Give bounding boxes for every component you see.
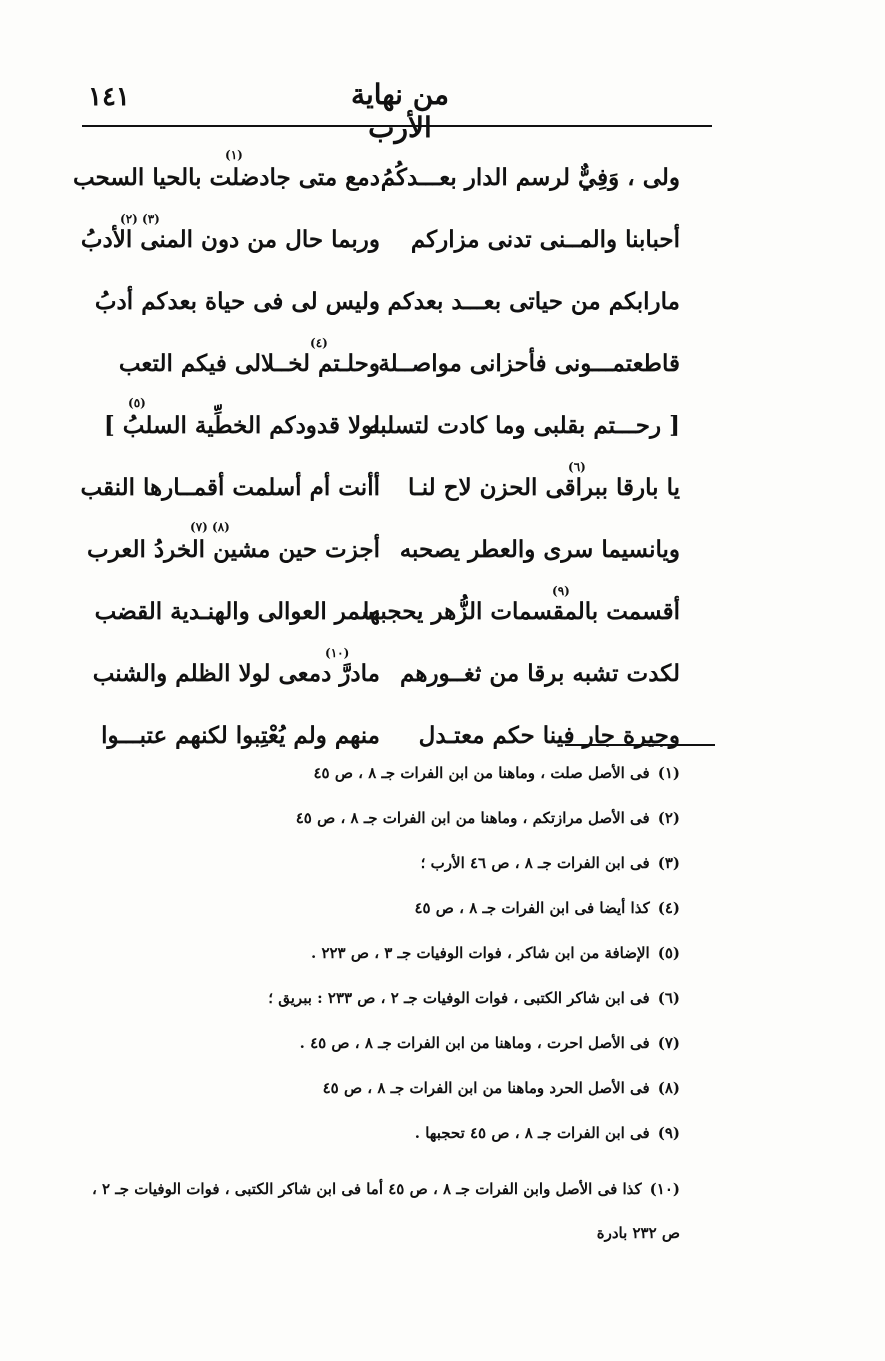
page-number: ١٤١	[88, 82, 130, 112]
footnote	[85, 1167, 680, 1255]
verse-second-hemistich: وليس لى فى حياة بعدكم أدبُ	[94, 288, 380, 315]
verse-second-hemistich: أجزت حين مشين الخردُ العرب	[87, 536, 380, 563]
verse-first-hemistich: وجيرة جار فينا حكم معتـدل	[418, 722, 680, 749]
footnote-rule	[565, 744, 715, 746]
footnote-number: (٤)	[657, 899, 680, 917]
footnote	[85, 987, 680, 1032]
verse-second-hemistich: سمر العوالى والهنـدية القضب	[94, 598, 380, 625]
footnote-text: الإضافة من ابن شاكر ، فوات الوفيات جـ ٣ ، ص ٢٢٣ .	[310, 944, 650, 962]
verse-first-hemistich: أحبابنا والمــنى تدنى مزاركم	[410, 226, 680, 253]
footnote	[85, 1077, 680, 1122]
footnote	[85, 897, 680, 942]
verse-first-hemistich: ويانسيما سرى والعطر يصحبه	[399, 536, 680, 563]
footnotes	[85, 762, 680, 1255]
verse-first-hemistich: قاطعتمـــونى فأحزانى مواصــلة	[378, 350, 680, 377]
footnote-ref: (٦)	[568, 460, 586, 474]
verse	[92, 646, 680, 708]
footnote-text: فى الأصل صلت ، وماهنا من ابن الفرات جـ ٨ ، ص ٤٥	[313, 764, 650, 782]
footnote-ref: (١)	[225, 148, 243, 162]
verse-second-hemistich: وربما حال من دون المنى الأدبُ	[80, 226, 380, 253]
footnote-number: (٢)	[657, 809, 680, 827]
verse-first-hemistich: يا بارقا ببراقى الحزن لاح لنـا	[407, 474, 680, 501]
footnote-number: (٩)	[657, 1124, 680, 1142]
verse	[101, 708, 680, 770]
verse	[80, 460, 680, 522]
footnote-ref: (١٠)	[325, 646, 350, 660]
footnote	[85, 852, 680, 897]
verse	[80, 212, 680, 274]
footnote-ref: (٢) (٣)	[120, 212, 160, 226]
verse-second-hemistich: دمع متى جادضلت بالحيا السحب	[72, 164, 380, 191]
footnote-number: (٣)	[657, 854, 680, 872]
verse	[87, 520, 680, 584]
footnote-text: كذا فى الأصل وابن الفرات جـ ٨ ، ص ٤٥ أما فى ابن شاكر الكتبى ، فوات الوفيات جـ ٢ ، ص ٢٣٢ بادرة	[91, 1180, 680, 1242]
verse	[103, 396, 680, 460]
footnote-number: (٧)	[657, 1034, 680, 1052]
verse-second-hemistich: منهم ولم يُعْتِبوا لكنهم عتبـــوا	[101, 722, 380, 749]
footnote-number: (٨)	[657, 1079, 680, 1097]
verse-first-hemistich: مارابكم من حياتى بعـــد بعدكم	[387, 288, 680, 315]
verse-first-hemistich: [ رحـــتم بقلبى وما كادت لتسلبه	[367, 412, 680, 439]
footnote-ref: (٤)	[310, 336, 328, 350]
footnote-ref: (٧) (٨)	[190, 520, 230, 534]
footnote-text: فى ابن الفرات جـ ٨ ، ص ٤٥ تحجبها .	[414, 1124, 650, 1142]
verse-second-hemistich: لولا قدودكم الخطِّية السلبُ ]	[103, 412, 380, 439]
footnote-text: فى الأصل احرت ، وماهنا من ابن الفرات جـ ٨ ، ص ٤٥ .	[299, 1034, 650, 1052]
running-title: من نهاية الأرب	[350, 78, 450, 144]
footnote	[85, 807, 680, 852]
verse	[72, 148, 680, 212]
verse-second-hemistich: وحلـتم لخــلالى فيكم التعب	[118, 350, 380, 377]
verse-first-hemistich: لكدت تشبه برقا من ثغــورهم	[400, 660, 680, 687]
poem	[72, 148, 680, 770]
verse	[94, 274, 680, 336]
footnote-ref: (٥)	[128, 396, 146, 410]
verse-first-hemistich: أقسمت بالمقسمات الزُّهر يحجبها	[362, 598, 680, 625]
verse	[120, 336, 680, 398]
footnote-text: فى الأصل مرازتكم ، وماهنا من ابن الفرات جـ ٨ ، ص ٤٥	[295, 809, 650, 827]
footnote	[85, 942, 680, 987]
header-rule	[82, 125, 712, 127]
footnote-text: فى ابن شاكر الكتبى ، فوات الوفيات جـ ٢ ، ص ٢٣٣ : ببريق ؛	[268, 989, 650, 1007]
footnote-number: (٦)	[657, 989, 680, 1007]
footnote-number: (١)	[657, 764, 680, 782]
footnote	[85, 1032, 680, 1077]
verse-first-hemistich: ولى ، وَفِيٌّ لرسم الدار بعـــدكُمُ	[380, 164, 680, 191]
footnote-text: فى الأصل الحرد وماهنا من ابن الفرات جـ ٨ ، ص ٤٥	[322, 1079, 650, 1097]
footnote-number: (١٠)	[649, 1180, 680, 1198]
verse	[94, 584, 680, 646]
footnote-ref: (٩)	[552, 584, 570, 598]
footnote-text: كذا أيضا فى ابن الفرات جـ ٨ ، ص ٤٥	[414, 899, 650, 917]
footnote	[85, 762, 680, 807]
verse-second-hemistich: أأنت أم أسلمت أقمــارها النقب	[80, 474, 380, 501]
footnote-text: فى ابن الفرات جـ ٨ ، ص ٤٦ الأرب ؛	[420, 854, 650, 872]
footnote-number: (٥)	[657, 944, 680, 962]
footnote	[85, 1122, 680, 1167]
verse-second-hemistich: مادرَّ دمعى لولا الظلم والشنب	[92, 660, 380, 687]
